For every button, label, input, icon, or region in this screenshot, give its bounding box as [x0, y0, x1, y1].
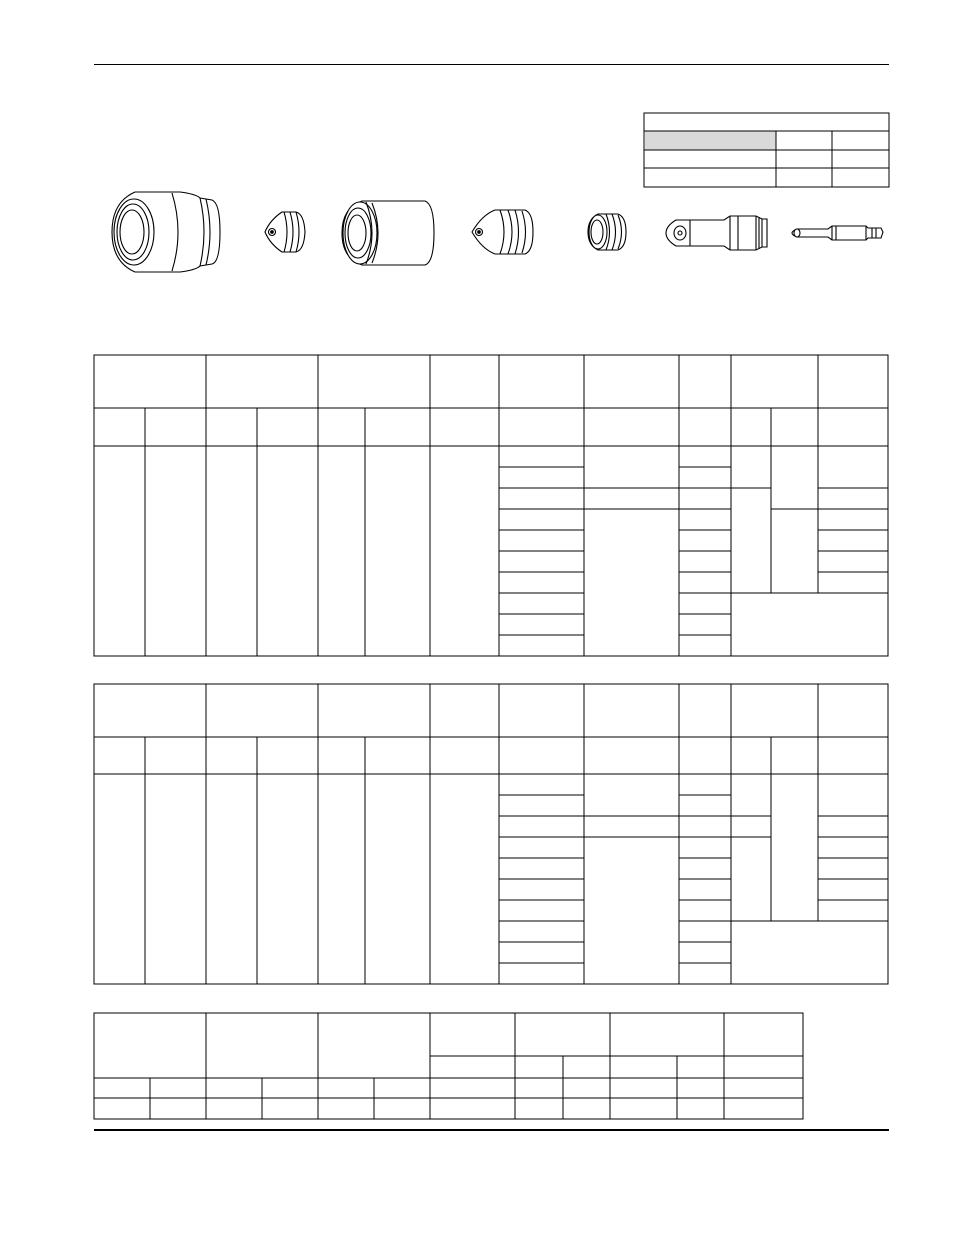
retaining-cap-icon: [342, 201, 434, 265]
nozzle-icon: [472, 210, 533, 254]
swirl-ring-icon: [588, 214, 626, 250]
nozzle-small-icon: [265, 212, 305, 252]
electrode-icon: [666, 216, 767, 250]
footer-rule: [94, 1129, 889, 1131]
water-tube-icon: [792, 226, 883, 240]
shield-icon: [112, 192, 220, 272]
